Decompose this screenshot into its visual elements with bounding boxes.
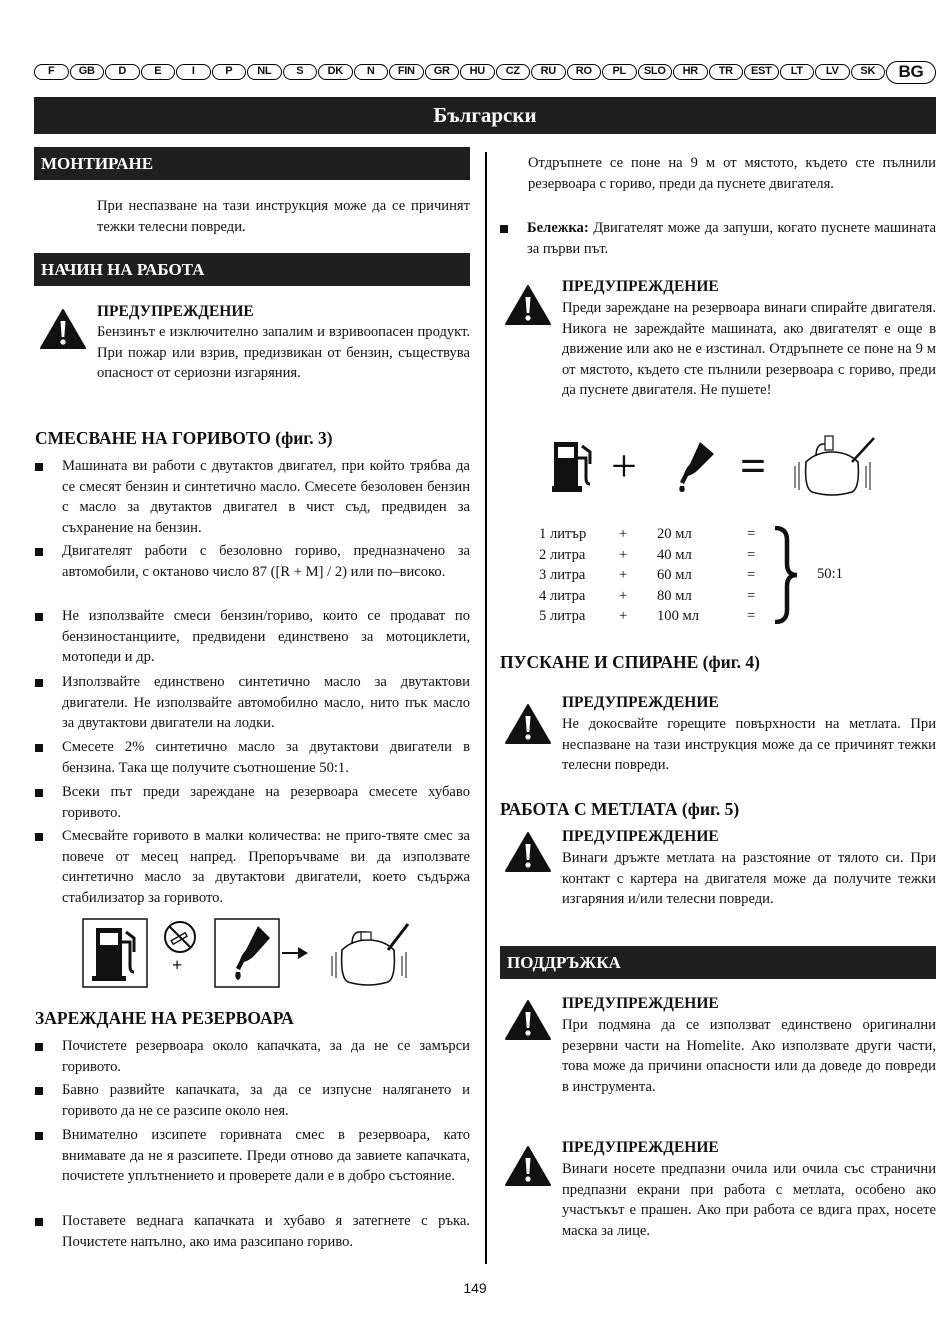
bullet-square-icon xyxy=(35,789,43,797)
language-tab-gr[interactable]: GR xyxy=(425,64,460,80)
language-tab-dk[interactable]: DK xyxy=(318,64,353,80)
list-item-text: Не използвайте смеси бензин/гориво, които се продават по бензиностанциите, предвидени единствено за мотоциклети, мотопеди и др. xyxy=(62,608,470,666)
bullet-square-icon xyxy=(35,833,43,841)
ratio-cell-a: 4 литра xyxy=(539,587,586,604)
bullet-square-icon xyxy=(35,1218,43,1226)
bullet-square-icon xyxy=(35,1043,43,1051)
page-title: Български xyxy=(34,97,936,134)
language-tab-p[interactable]: P xyxy=(212,64,247,80)
language-tab-sk[interactable]: SK xyxy=(851,64,886,80)
no-smoking-icon xyxy=(163,920,197,954)
list-item-text: Смесете 2% синтетично масло за двутактови двигатели в бензина. Така ще получите съотношение 50:1. xyxy=(62,739,470,776)
column-divider xyxy=(485,152,487,1264)
oil-funnel-icon xyxy=(676,440,716,492)
bullet-square-icon xyxy=(35,548,43,556)
language-tab-est[interactable]: EST xyxy=(744,64,779,80)
ratio-cell-eq: = xyxy=(747,526,756,542)
ratio-cell-op: + xyxy=(619,608,628,625)
note-body: Двигателят може да запуши, когато пуснете машината за първи път. xyxy=(527,220,936,257)
ratio-cell-a: 2 литра xyxy=(539,546,586,563)
list-item-text: Почистете резервоара около капачката, за да не се замърси горивото. xyxy=(62,1038,470,1075)
ratio-cell-eq: = xyxy=(747,608,756,625)
page-number: 149 xyxy=(463,1280,487,1296)
language-bar xyxy=(34,60,936,84)
language-tab-bg[interactable]: BG xyxy=(886,61,936,84)
note-label: Бележка: xyxy=(527,220,589,236)
ratio-cell-eq: = xyxy=(747,546,756,563)
language-tab-ro[interactable]: RO xyxy=(567,64,602,80)
heading-rabota: РАБОТА С МЕТЛАТА (фиг. 5) xyxy=(500,799,740,819)
ratio-cell-b: 100 мл xyxy=(657,608,700,625)
language-tab-hr[interactable]: HR xyxy=(673,64,708,80)
heading-zarejdane: ЗАРЕЖДАНЕ НА РЕЗЕРВОАРА xyxy=(35,1008,294,1028)
warning-title: ПРЕДУПРЕЖДЕНИЕ xyxy=(97,303,254,320)
continued-text: Отдръпнете се поне на 9 м от мястото, където сте пълнили резервоара с гориво, преди да пуснете двигателя. xyxy=(528,155,936,192)
section-heading-nachin: НАЧИН НА РАБОТА xyxy=(34,253,470,286)
language-tab-n[interactable]: N xyxy=(354,64,389,80)
bullet-square-icon xyxy=(35,679,43,687)
arrow-right-icon xyxy=(282,945,308,961)
language-tab-slo[interactable]: SLO xyxy=(638,64,673,80)
language-tab-s[interactable]: S xyxy=(283,64,318,80)
warning-text: Не докосвайте горещите повърхности на метлата. При неспазване на тази инструкция може да се причинят тежки телесни повреди. xyxy=(562,716,936,774)
warning-text: Винаги дръжте метлата на разстояние от тялото си. При контакт с картера на двигателя може да получите тежки изгаряния и/или телесни повреди. xyxy=(562,850,936,908)
oil-funnel-icon xyxy=(214,918,280,988)
list-item-text: Бавно развийте капачката, за да се изпусне налягането и горивото да не се разсипе около нея. xyxy=(62,1082,470,1119)
language-tab-cz[interactable]: CZ xyxy=(496,64,531,80)
bullet-square-icon xyxy=(35,1087,43,1095)
language-tab-ru[interactable]: RU xyxy=(531,64,566,80)
bullet-square-icon xyxy=(35,613,43,621)
ratio-cell-a: 3 литра xyxy=(539,567,586,584)
ratio-cell-eq: = xyxy=(747,587,756,604)
figure-equals: = xyxy=(740,440,767,491)
warning-triangle-icon xyxy=(505,1145,551,1187)
language-tab-d[interactable]: D xyxy=(105,64,140,80)
ratio-cell-op: + xyxy=(619,587,628,604)
language-tab-hu[interactable]: HU xyxy=(460,64,495,80)
list-item-text: Всеки път преди зареждане на резервоара смесете хубаво горивото. xyxy=(62,784,470,821)
ratio-result: 50:1 xyxy=(817,566,843,582)
warning-text: Бензинът е изключително запалим и взривоопасен продукт. При пожар или взрив, предизвикан от бензин, съществува опасност от сериозни изгаряния. xyxy=(97,324,470,382)
ratio-cell-a: 1 литър xyxy=(539,526,587,542)
montirane-text: При неспазване на тази инструкция може да се причинят тежки телесни повреди. xyxy=(97,198,470,235)
ratio-cell-b: 20 мл xyxy=(657,526,692,542)
warning-title: ПРЕДУПРЕЖДЕНИЕ xyxy=(562,828,719,845)
warning-text: Преди зареждане на резервоара винаги спирайте двигателя. Никога не зареждайте машината, ако двигателят е още в движение или ако не е изстинал. Отдръпнете се поне на 9 м от мястото, където сте пълнили резервоара с гориво, преди да пуснете двигателя. Не пушете! xyxy=(562,300,936,399)
heading-smesvane: СМЕСВАНЕ НА ГОРИВОТО (фиг. 3) xyxy=(35,428,333,448)
warning-title: ПРЕДУПРЕЖДЕНИЕ xyxy=(562,1139,719,1156)
warning-triangle-icon xyxy=(505,703,551,745)
bullet-square-icon xyxy=(500,225,508,233)
warning-title: ПРЕДУПРЕЖДЕНИЕ xyxy=(562,995,719,1012)
warning-triangle-icon xyxy=(505,284,551,326)
list-item-text: Смесвайте горивото в малки количества: не приго-твяте смес за повече от месец напред. Препоръчваме ви да използвате синтетично масло за двутактови двигатели, което съдържа стабилизатор за горивото. xyxy=(62,828,470,906)
bullet-square-icon xyxy=(35,744,43,752)
language-tab-i[interactable]: I xyxy=(176,64,211,80)
bullet-square-icon xyxy=(35,463,43,471)
warning-text: При подмяна да се използват единствено оригинални резервни части на Homelite. Ако използвате други части, това може да причини опасности или да доведе до повреди в инструмента. xyxy=(562,1017,936,1095)
warning-title: ПРЕДУПРЕЖДЕНИЕ xyxy=(562,278,719,295)
fuel-pump-icon xyxy=(552,440,604,494)
figure-plus: + xyxy=(611,440,637,491)
language-tab-gb[interactable]: GB xyxy=(70,64,105,80)
ratio-cell-op: + xyxy=(619,546,628,563)
fuel-can-shaking-icon xyxy=(328,918,414,988)
fuel-pump-icon xyxy=(82,918,148,988)
warning-triangle-icon xyxy=(505,831,551,873)
warning-triangle-icon xyxy=(505,999,551,1041)
ratio-cell-eq: = xyxy=(747,567,756,584)
warning-title: ПРЕДУПРЕЖДЕНИЕ xyxy=(562,694,719,711)
fuel-can-shaking-icon xyxy=(790,432,880,498)
heading-puskane: ПУСКАНЕ И СПИРАНЕ (фиг. 4) xyxy=(500,652,760,672)
language-tab-e[interactable]: E xyxy=(141,64,176,80)
brace-icon xyxy=(773,526,799,624)
warning-text: Винаги носете предпазни очила или очила със странични предпазни екрани при работа с метлата, особено ако участъкът е прашен. Ако при работа се вдига прах, носете маска за лице. xyxy=(562,1161,936,1239)
language-tab-pl[interactable]: PL xyxy=(602,64,637,80)
ratio-cell-b: 40 мл xyxy=(657,546,692,563)
language-tab-fin[interactable]: FIN xyxy=(389,64,424,80)
figure-plus: + xyxy=(172,955,183,975)
language-tab-nl[interactable]: NL xyxy=(247,64,282,80)
section-heading-poddrujka: ПОДДРЪЖКА xyxy=(500,946,936,979)
language-tab-f[interactable]: F xyxy=(34,64,69,80)
note-text xyxy=(527,218,936,259)
list-item-text: Двигателят работи с безоловно гориво, предназначено за автомобили, с октаново число 87 ([R + M] / 2) или по–високо. xyxy=(62,543,470,580)
section-heading-montirane: МОНТИРАНЕ xyxy=(34,147,470,180)
list-item-text: Машината ви работи с двутактов двигател, при който трябва да се смесят бензин и синтетично масло. Смесете безоловен бензин с масло за двутактов двигател в чист съд, предвиден за съхранение на бензин. xyxy=(62,458,470,536)
language-tab-tr[interactable]: TR xyxy=(709,64,744,80)
list-item-text: Поставете веднага капачката и хубаво я затегнете с ръка. Почистете напълно, ако има разсипано гориво. xyxy=(62,1213,470,1250)
bullet-square-icon xyxy=(35,1132,43,1140)
ratio-cell-op: + xyxy=(619,526,628,542)
ratio-cell-b: 80 мл xyxy=(657,587,692,604)
warning-triangle-icon xyxy=(40,308,86,350)
list-item-text: Внимателно изсипете горивната смес в резервоара, като внимавате да не я разсипете. Преди отново да завиете капачката, почистете уплътнението и проверете дали е в добро състояние. xyxy=(62,1127,470,1185)
language-tab-lv[interactable]: LV xyxy=(815,64,850,80)
list-item-text: Използвайте единствено синтетично масло за двутактови двигатели. Не използвайте автомобилно масло, нито пък масло за двутактови двигатели на лодки. xyxy=(62,674,470,732)
ratio-cell-b: 60 мл xyxy=(657,567,692,584)
ratio-cell-a: 5 литра xyxy=(539,608,586,625)
ratio-cell-op: + xyxy=(619,567,628,584)
language-tab-lt[interactable]: LT xyxy=(780,64,815,80)
